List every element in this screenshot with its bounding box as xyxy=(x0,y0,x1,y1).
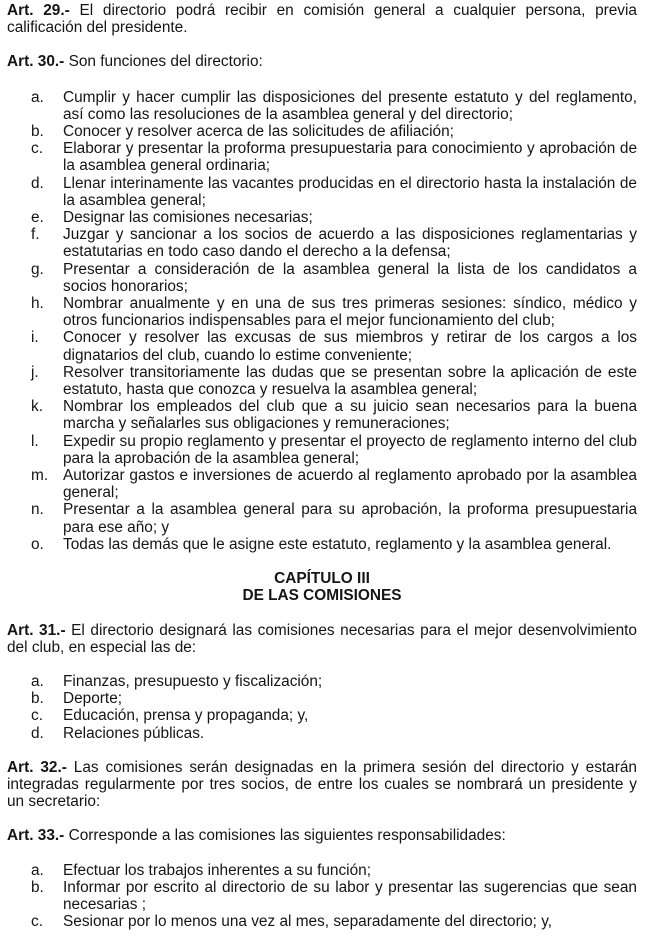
article-33-list xyxy=(7,862,637,931)
list-item-30k xyxy=(7,398,637,432)
list-item-letter: b. xyxy=(31,878,44,896)
list-item-text: Elaborar y presentar la proforma presupuestaria para conocimiento y aprobación de la asamblea general ordinaria; xyxy=(63,140,637,175)
list-item-letter: e. xyxy=(31,209,44,227)
list-item-letter: d. xyxy=(31,724,44,742)
chapter-title: DE LAS COMISIONES xyxy=(242,587,402,605)
list-item-letter: a. xyxy=(31,672,44,690)
list-item-text: Sesionar por lo menos una vez al mes, separadamente del directorio; y, xyxy=(63,913,553,931)
chapter-number: CAPÍTULO III xyxy=(274,570,370,588)
list-item-letter: c. xyxy=(31,913,43,931)
list-item-30o xyxy=(7,536,637,553)
article-30-list xyxy=(7,89,637,553)
list-item-30h xyxy=(7,295,637,329)
article-30 xyxy=(7,53,637,70)
article-32 xyxy=(7,759,637,811)
list-item-letter: b. xyxy=(31,690,44,708)
list-item-letter: o. xyxy=(31,535,44,553)
list-item-text: Relaciones públicas. xyxy=(63,724,205,742)
list-item-letter: m. xyxy=(31,467,49,485)
list-item-text: Designar las comisiones necesarias; xyxy=(63,209,313,227)
list-item-text: Finanzas, presupuesto y fiscalización; xyxy=(63,672,323,690)
list-item-30m xyxy=(7,467,637,501)
list-item-letter: c. xyxy=(31,140,43,158)
list-item-30g xyxy=(7,261,637,295)
article-29-text: El directorio podrá recibir en comisión general a cualquier persona, previa calificación del presidente. xyxy=(7,2,637,37)
list-item-letter: f. xyxy=(31,226,40,244)
list-item-letter: c. xyxy=(31,707,43,725)
list-item-33c xyxy=(7,913,637,930)
list-item-text: Llenar interinamente las vacantes producidas en el directorio hasta la instalación de la asamblea general; xyxy=(63,174,637,209)
list-item-31a xyxy=(7,673,637,690)
list-item-text: Cumplir y hacer cumplir las disposiciones del presente estatuto y del reglamento, así como las resoluciones de la asamblea general y del directorio; xyxy=(63,88,637,123)
list-item-text: Efectuar los trabajos inherentes a su función; xyxy=(63,861,371,879)
list-item-letter: g. xyxy=(31,260,44,278)
article-32-text: Las comisiones serán designadas en la primera sesión del directorio y estarán integradas regularmente por tres socios, de entre los cuales se nombrará un presidente y un secretario: xyxy=(7,758,637,811)
article-31 xyxy=(7,622,637,656)
list-item-text: Resolver transitoriamente las dudas que se presentan sobre la aplicación de este estatuto, hasta que conozca y resuelva la asamblea general; xyxy=(63,363,637,399)
list-item-text: Autorizar gastos e inversiones de acuerdo al reglamento aprobado por la asamblea general; xyxy=(63,467,637,502)
list-item-30d xyxy=(7,175,637,209)
article-33-label: Art. 33.- xyxy=(7,827,65,845)
list-item-30c xyxy=(7,140,637,174)
list-item-31b xyxy=(7,690,637,707)
list-item-letter: l. xyxy=(31,432,39,450)
article-33 xyxy=(7,827,637,844)
list-item-33b xyxy=(7,879,637,913)
list-item-letter: n. xyxy=(31,501,44,519)
list-item-text: Nombrar anualmente y en una de sus tres primeras sesiones: síndico, médico y otros funcionarios indispensables para el mejor funcionamiento del club; xyxy=(63,295,637,330)
article-30-text: Son funciones del directorio: xyxy=(64,53,263,71)
list-item-30l xyxy=(7,433,637,467)
list-item-letter: a. xyxy=(31,861,44,879)
list-item-text: Nombrar los empleados del club que a su juicio sean necesarios para la buena marcha y señalarles sus obligaciones y remuneraciones; xyxy=(63,398,637,433)
list-item-30e xyxy=(7,209,637,226)
list-item-text: Expedir su propio reglamento y presentar el proyecto de reglamento interno del club para la aprobación de la asamblea general; xyxy=(63,432,637,467)
article-29-label: Art. 29.- xyxy=(7,2,70,19)
article-31-label: Art. 31.- xyxy=(7,621,66,639)
list-item-30f xyxy=(7,226,637,260)
article-33-text: Corresponde a las comisiones las siguientes responsabilidades: xyxy=(64,827,506,845)
list-item-text: Educación, prensa y propaganda; y, xyxy=(63,707,309,725)
list-item-text: Presentar a consideración de la asamblea general la lista de los candidatos a socios honorarios; xyxy=(63,260,637,295)
list-item-letter: a. xyxy=(31,88,44,106)
list-item-text: Deporte; xyxy=(63,690,123,708)
list-item-letter: b. xyxy=(31,123,44,141)
list-item-30n xyxy=(7,501,637,535)
article-32-label: Art. 32.- xyxy=(7,758,67,776)
list-item-letter: h. xyxy=(31,295,44,313)
list-item-letter: k. xyxy=(31,398,43,416)
document-page xyxy=(7,0,637,930)
list-item-text: Conocer y resolver acerca de las solicitudes de afiliación; xyxy=(63,123,454,141)
article-31-list xyxy=(7,673,637,742)
list-item-31d xyxy=(7,725,637,742)
list-item-text: Informar por escrito al directorio de su labor y presentar las sugerencias que sean necesarias ; xyxy=(63,878,637,913)
list-item-letter: j. xyxy=(31,363,39,381)
list-item-30i xyxy=(7,329,637,363)
list-item-30b xyxy=(7,123,637,140)
list-item-30j xyxy=(7,364,637,398)
list-item-31c xyxy=(7,707,637,724)
list-item-letter: i. xyxy=(31,329,39,347)
article-29 xyxy=(7,2,637,36)
list-item-text: Conocer y resolver las excusas de sus miembros y retirar de los cargos a los dignatarios del club, cuando lo estime conveniente; xyxy=(63,329,637,364)
article-31-text: El directorio designará las comisiones necesarias para el mejor desenvolvimiento del club, en especial las de: xyxy=(7,621,637,656)
chapter-heading xyxy=(7,570,637,604)
list-item-30a xyxy=(7,89,637,123)
list-item-text: Juzgar y sancionar a los socios de acuerdo a las disposiciones reglamentarias y estatutarias en todo caso dando el derecho a la defensa; xyxy=(63,226,637,261)
list-item-text: Todas las demás que le asigne este estatuto, reglamento y la asamblea general. xyxy=(63,535,612,553)
list-item-text: Presentar a la asamblea general para su aprobación, la proforma presupuestaria para ese año; y xyxy=(63,501,637,536)
list-item-33a xyxy=(7,862,637,879)
article-30-label: Art. 30.- xyxy=(7,53,65,71)
list-item-letter: d. xyxy=(31,174,44,192)
